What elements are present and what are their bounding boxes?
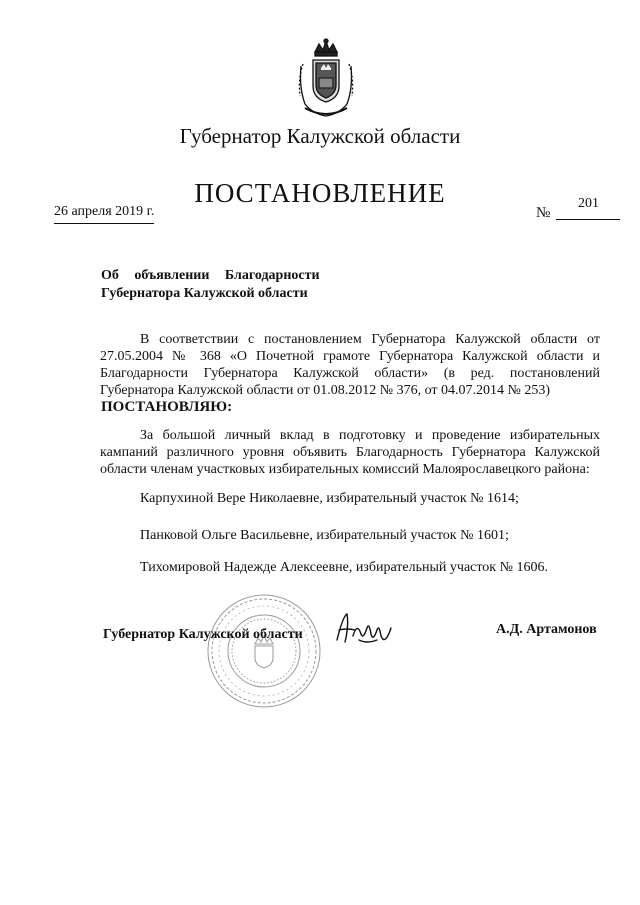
document-title: ПОСТАНОВЛЕНИЕ (194, 178, 446, 208)
handwritten-signature (333, 606, 395, 654)
recipient-item: Карпухиной Вере Николаевне, избирательный участок № 1614; (140, 491, 519, 506)
subject-line-2: Губернатора Калужской области (101, 286, 308, 301)
recipient-item: Тихомировой Надежде Алексеевне, избирательный участок № 1606. (140, 560, 548, 575)
number-sign: № (536, 205, 551, 221)
subject-line-1: Об объявлении Благодарности (101, 268, 320, 283)
signatory-name: А.Д. Артамонов (496, 622, 597, 637)
decree-heading: ПОСТАНОВЛЯЮ: (101, 399, 233, 415)
resolution-paragraph (100, 427, 600, 478)
document-date: 26 апреля 2019 г. (54, 204, 154, 224)
document-subject (101, 267, 320, 303)
number-underline (556, 219, 620, 220)
recipient-item: Панковой Ольге Васильевне, избирательный участок № 1601; (140, 528, 509, 543)
document-number: 201 (578, 196, 599, 211)
coat-of-arms-icon (295, 38, 357, 118)
preamble-paragraph (100, 331, 600, 399)
official-stamp (205, 592, 323, 710)
resolution-text: За большой личный вклад в подготовку и проведение избирательных кампаний различного уровня объявить Благодарность Губернатора Калужской области членам участковых избирательных комиссий Малоярославецкого района: (100, 428, 600, 477)
preamble-text: В соответствии с постановлением Губернатора Калужской области от 27.05.2004 № 368 «О Почетной грамоте Губернатора Калужской области и Благодарности Губернатора Калужской области» (в ред. постановлений Губернатора Калужской области от 01.08.2012 № 376, от 04.07.2014 № 253) (100, 332, 600, 398)
signatory-title: Губернатор Калужской области (103, 627, 303, 642)
issuing-authority: Губернатор Калужской области (179, 124, 461, 148)
